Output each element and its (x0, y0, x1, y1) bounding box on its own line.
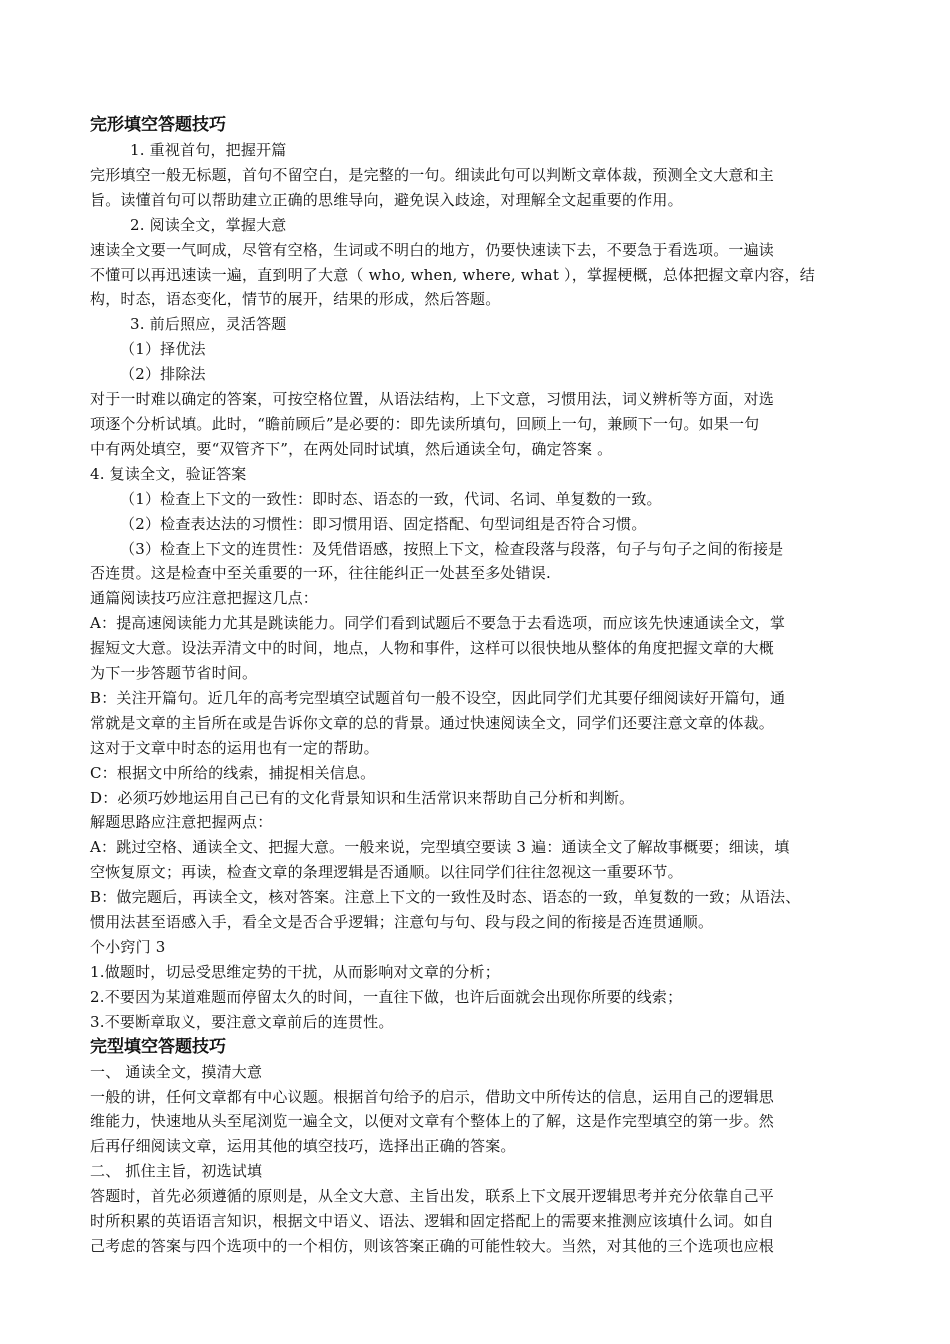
text-line: （2）检查表达法的习惯性：即习惯用语、固定搭配、句型词组是否符合习惯。 (120, 514, 647, 533)
text-line: C：根据文中所给的线索，捕捉相关信息。 (90, 763, 376, 782)
text-line: 时所积累的英语语言知识，根据文中语义、语法、逻辑和固定搭配上的需要来推测应该填什么词。如自 (90, 1212, 775, 1231)
text-line: 旨。读懂首句可以帮助建立正确的思维导向，避免误入歧途，对理解全文起重要的作用。 (90, 190, 683, 209)
text-line: 答题时，首先必须遵循的原则是，从全文大意、主旨出发，联系上下文展开逻辑思考并充分依靠自己平 (90, 1187, 775, 1206)
text-line: 速读全文要一气呵成，尽管有空格，生词或不明白的地方，仍要快速读下去，不要急于看选项。一遍读 (90, 240, 775, 259)
text-line: 个小窍门 3 (90, 938, 166, 956)
document-body (90, 113, 860, 1259)
text-line: 对于一时难以确定的答案，可按空格位置，从语法结构，上下文意，习惯用法，词义辨析等方面，对选 (90, 390, 775, 409)
text-line: 中有两处填空，要“双管齐下”，在两处同时试填，然后通读全句，确定答案 。 (90, 439, 613, 458)
text-line: 1.做题时，切忌受思维定势的干扰，从而影响对文章的分析； (90, 962, 500, 981)
section-2-body (90, 1060, 860, 1259)
section-1-body (90, 138, 860, 1035)
text-line: 惯用法甚至语感入手，看全文是否合乎逻辑；注意句与句、段与段之间的衔接是否连贯通顺。 (90, 913, 714, 932)
text-line: 维能力，快速地从头至尾浏览一遍全文，以便对文章有个整体上的了解，这是作完型填空的第一步。然 (90, 1112, 775, 1131)
text-line: 二、 抓住主旨，初选试填 (90, 1162, 263, 1181)
text-line: D：必须巧妙地运用自己已有的文化背景知识和生活常识来帮助自己分析和判断。 (90, 788, 635, 807)
text-line: （3）检查上下文的连贯性：及凭借语感，按照上下文，检查段落与段落，句子与句子之间的衔接是 (120, 539, 784, 558)
text-line: （1）检查上下文的一致性：即时态、语态的一致，代词、名词、单复数的一致。 (120, 489, 662, 508)
text-line: 否连贯。这是检查中至关重要的一环，往往能纠正一处甚至多处错误. (90, 564, 551, 583)
text-line: A：跳过空格、通读全文、把握大意。一般来说，完型填空要读 3 遍：通读全文了解故事概要；细读，填 (90, 838, 790, 857)
text-line: 3. 前后照应，灵活答题 (130, 315, 287, 334)
text-line: 这对于文章中时态的运用也有一定的帮助。 (90, 738, 379, 757)
section-title: 完形填空答题技巧 (90, 115, 226, 135)
text-line: 后再仔细阅读文章，运用其他的填空技巧，选择出正确的答案。 (90, 1137, 516, 1156)
text-line: （1）择优法 (120, 340, 206, 359)
text-line: 不懂可以再迅速读一遍，直到明了大意（ who, when, where, what ），掌握梗概，总体把握文章内容，结 (90, 265, 815, 284)
text-line: B：关注开篇句。近几年的高考完型填空试题首句一般不设空，因此同学们尤其要仔细阅读好开篇句，通 (90, 688, 786, 707)
text-line: 握短文大意。设法弄清文中的时间，地点，人物和事件，这样可以很快地从整体的角度把握文章的大概 (90, 639, 775, 658)
text-line: 1. 重视首句，把握开篇 (130, 141, 287, 159)
text-line: B：做完题后，再读全文，核对答案。注意上下文的一致性及时态、语态的一致，单复数的一致；从语法、 (90, 888, 801, 907)
text-line: 完形填空一般无标题，首句不留空白，是完整的一句。细读此句可以判断文章体裁，预测全文大意和主 (90, 165, 775, 184)
text-line: A：提高速阅读能力尤其是跳读能力。同学们看到试题后不要急于去看选项，而应该先快速通读全文，掌 (90, 614, 786, 633)
text-line: 2. 阅读全文，掌握大意 (130, 215, 287, 234)
text-line: （2）排除法 (120, 365, 206, 384)
text-line: 常就是文章的主旨所在或是告诉你文章的总的背景。通过快速阅读全文，同学们还要注意文章的体裁。 (90, 713, 775, 732)
text-line: 3.不要断章取义，要注意文章前后的连贯性。 (90, 1012, 394, 1031)
text-line: 2.不要因为某道难题而停留太久的时间，一直往下做，也许后面就会出现你所要的线索； (90, 987, 683, 1006)
text-line: 通篇阅读技巧应注意把握这几点： (90, 589, 319, 608)
text-line: 一、 通读全文，摸清大意 (90, 1062, 263, 1081)
text-line: 一般的讲，任何文章都有中心议题。根据首句给予的启示，借助文中所传达的信息，运用自己的逻辑思 (90, 1087, 775, 1106)
text-line: 己考虑的答案与四个选项中的一个相仿，则该答案正确的可能性较大。当然，对其他的三个选项也应根 (90, 1236, 775, 1255)
text-line: 4. 复读全文，验证答案 (90, 464, 247, 483)
text-line: 空恢复原文；再读，检查文章的条理逻辑是否通顺。以往同学们往往忽视这一重要环节。 (90, 863, 683, 882)
text-line: 为下一步答题节省时间。 (90, 664, 258, 683)
text-line: 解题思路应注意把握两点： (90, 813, 273, 832)
section-title-2: 完型填空答题技巧 (90, 1036, 226, 1057)
text-line: 构，时态，语态变化，情节的展开，结果的形成，然后答题。 (90, 290, 501, 309)
text-line: 项逐个分析试填。此时，“瞻前顾后”是必要的：即先读所填句，回顾上一句，兼顾下一句。如果一句 (90, 414, 760, 433)
